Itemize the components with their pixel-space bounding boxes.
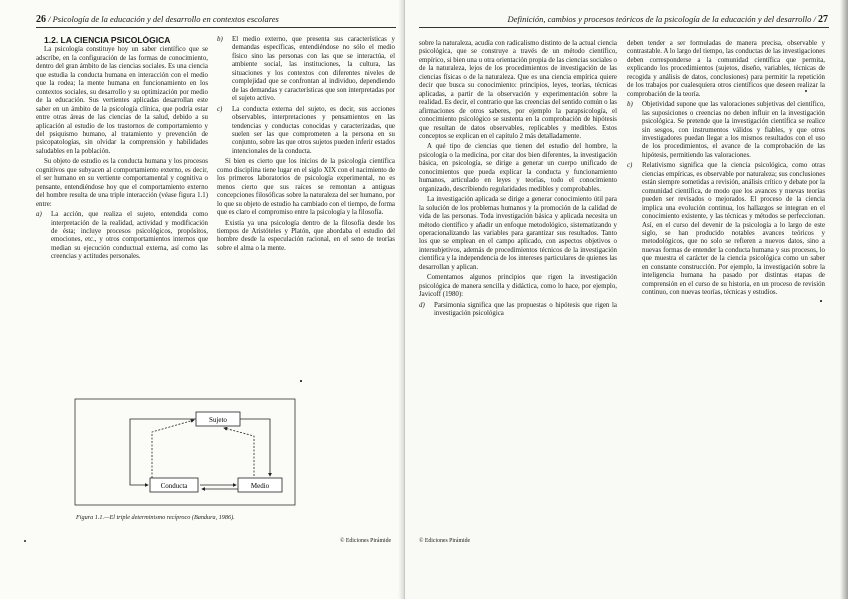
list-item-b (627, 101, 825, 160)
figure-caption: Figura 1.1.—El triple determinismo recíproco (Bandura, 1986). (76, 514, 235, 521)
header-rule (36, 27, 396, 28)
list-label: c) (627, 162, 633, 170)
scan-speck (24, 540, 26, 542)
list-label: c) (217, 105, 223, 113)
paragraph: Comentamos algunos principios que rigen la investigación psicológica de manera sencilla y didáctica, como lo hace, por ejemplo, Javicoff (1980): (419, 274, 617, 299)
left-page (0, 0, 405, 599)
paragraph: deben tender a ser formuladas de manera precisa, observable y contrastable. A lo largo del tiempo, las conductas de las investigaciones deben corresponderse a la comunidad científica que permita, explicando los procedimientos (sujetos, diseño, variables, técnicas de recogida y análisis de datos, conclusiones) para permitir la repetición de los trabajos por cualesquiera otros científicos que deseen realizar la comprobación de la teoría. (627, 40, 825, 98)
right-running-title: Definición, cambios y procesos teóricos de la psicología de la educación y del desarrollo / (507, 14, 816, 24)
left-column-2 (217, 36, 395, 391)
right-running-head (483, 14, 828, 25)
left-running-head (36, 14, 376, 25)
list-label: b) (627, 101, 633, 109)
list-item-c (627, 162, 825, 297)
list-text: La acción, que realiza el sujeto, entendida como interpretación de la realidad, actividad y modificación de ésta; incluye procesos psicológicos, propósitos, emociones, etc., y otros comportamientos internos que median su ejecución conductual externa, así como las creencias y actitudes personales. (51, 211, 208, 261)
right-column-2 (627, 40, 825, 588)
list-text: El medio externo, que presenta sus características y demandas específicas, entendiéndose no sólo el medio físico sino las personas con las que se interactúa, el ambiente social, las instituciones, la cultura, las situaciones y los contextos con diferentes niveles de complejidad que se confrontan al individuo, dependiendo de las demandas y características que son interpretadas por el sujeto activo. (232, 36, 395, 103)
figure-triple-determinism (74, 398, 296, 506)
list-text: La conducta externa del sujeto, es decir, sus acciones observables, interpretaciones y pensamientos en las tendencias y conductas conocidas y caracterizadas, que suelen ser las que comprometen a la persona en su conjunto, sobre las que otros sujetos pueden inferir estados intencionales de la conducta. (232, 105, 395, 155)
paragraph: La psicología constituye hoy un saber científico que se adscribe, en la configuración de las formas de conocimiento, dentro del gran ámbito de las ciencias sociales. Es una ciencia que estudia la conducta humana en interacción con el medio que la rodea; la mente humana en funcionamiento en los contextos sociales, su desarrollo y su optimización por medio de la educación. Sus vertientes aplicadas desarrollan este saber en un ámbito de la psicología clínica, que podría estar entre otras áreas de las ciencias de la salud, debido a su aplicación al estudio de los trastornos de comportamiento y del psiquismo humano, al tratamiento y prevención de psicopatologías, sin olvidar la comprensión y habilidades saludables en la población. (36, 46, 208, 155)
list-text: Parsimonia significa que las propuestas o hipótesis que rigen la investigación psicológica (434, 301, 617, 318)
paragraph: A qué tipo de ciencias que tienen del estudio del hombre, la psicología o la medicina, por citar dos bien diferentes, la investigación básica, en psicología, se dirige a generar un cuerpo unificado de conocimientos que pueda explicar la conducta y funcionamiento humanos, articulado en leyes y teorías, todo el conocimiento organizado, describiendo regularidades medibles y comprobables. (419, 143, 617, 193)
scan-speck (805, 90, 807, 92)
arrow-sujeto-medio (240, 419, 270, 476)
right-footer: © Ediciones Pirámide (419, 538, 471, 544)
list-label: b) (217, 36, 223, 43)
header-rule (419, 27, 829, 28)
arrow-medio-sujeto (224, 428, 254, 476)
scan-speck (820, 300, 822, 302)
list-item-c (217, 106, 395, 157)
list-text: Relativismo significa que la ciencia psicológica, como otras ciencias empíricas, es observable por naturaleza; sus conclusiones están siempre sometidas a revisión, análisis crítico y debate por la comunidad científica, de modo que los avances y nuevas teorías pueden ser revisados o mejorados. El proceso de la ciencia implica una evolución continua, los hallazgos se integran en el conocimiento existente, y las técnicas y métodos se perfeccionan. Así, en el curso del devenir de la psicología a lo largo de este siglo, se han producido notables avances teóricos y metodológicos, que no solo se refieren a nuevos datos, sino a nuevas formas de entender la conducta humana y sus procesos, lo que muestra el carácter de la ciencia psicológica como un saber en constante construcción. Por ejemplo, la investigación sobre la inteligencia humana ha pasado por distintas etapas de comprensión en el curso de su historia, en un proceso de revisión continuo, con nuevas teorías, técnicas y estudios. (642, 162, 825, 297)
section-title: 1.2. LA CIENCIA PSICOLÓGICA (44, 36, 171, 45)
paragraph: Existía ya una psicología dentro de la filosofía desde los tiempos de Aristóteles y Platón, que abordaba el estudio del hombre desde la especulación racional, en el seno de teorías sobre el alma o la mente. (217, 219, 395, 252)
arrow-conducta-sujeto (152, 420, 194, 478)
figure-diagram (74, 398, 296, 506)
right-page-number: 27 (818, 14, 828, 25)
paragraph: La investigación aplicada se dirige a generar conocimiento útil para la solución de los problemas humanos y la promoción de la calidad de vida de las personas. Toda investigación básica y aplicada necesita un método científico y añadir un enfoque metodológico, sistematizando y operacionalizando las variables para garantizar sus resultados. Tanto los que se emplean en el campo aplicado, con aspectos objetivos o intersubjetivos, además de procedimientos técnicos de la investigación científica y la independencia de los intereses particulares de quienes las desarrollan y aplican. (419, 196, 617, 271)
paragraph: Su objeto de estudio es la conducta humana y los procesos cognitivos que subyacen al comportamiento externo, es decir, el ser humano en su vertiente comportamental y cognitiva o pensante, entendiéndose hoy que el comportamiento externo del hombre resulta de una triple interacción (véase figura 1.1) entre: (36, 158, 208, 208)
right-column-1 (419, 40, 617, 536)
label-medio: Medio (250, 482, 270, 490)
scan-speck (300, 380, 302, 382)
list-item-b (217, 36, 395, 104)
list-item-d (419, 302, 617, 319)
list-item-a (36, 211, 208, 262)
paragraph: Si bien es cierto que los inicios de la psicología científica como disciplina tiene lugar en el siglo XIX con el nacimiento de los primeros laboratorios de psicología experimental, no es menos cierto que sus raíces se remontan a antiguas concepciones filosóficas sobre la naturaleza del ser humano, por lo que su objeto de estudio ha cambiado con el tiempo, de forma que es claro el compromiso entre la psicología y la filosofía. (217, 158, 395, 217)
list-label: a) (36, 211, 42, 219)
left-footer: © Ediciones Pirámide (340, 538, 392, 544)
page-edge-shadow (840, 0, 848, 599)
list-label: d) (419, 301, 425, 309)
left-running-title: / Psicología de la educación y del desarrollo en contextos escolares (48, 14, 279, 24)
paragraph: sobre la naturaleza, acudía con radicalismo distinto de la actual ciencia psicológica, que se construye a través de un método científico, empírico, si bien una u otra orientación propia de las ciencias sociales o de la naturaleza, lejos de los procedimientos de investigación de las ciencias físicas o de la naturaleza. Que es una ciencia empírica quiere decir que busca su conocimiento: principios, leyes, teorías, técnicas aplicadas, a partir de la observación y experimentación sobre la realidad. Es decir, el contrario que las creencias del sentido común o las afirmaciones de otros saberes, por ejemplo la parapsicología, el conocimiento psicológico se sustenta en la comprobación de hipótesis que resultan de datos observables, replicables y medibles. Estos conceptos se explican en el capítulo 2 más detalladamente. (419, 40, 617, 140)
right-page (405, 0, 848, 599)
label-sujeto: Sujeto (209, 416, 227, 424)
label-conducta: Conducta (160, 482, 188, 490)
list-text: Objetividad supone que las valoraciones subjetivas del científico, las suposiciones o creencias no deben influir en la investigación psicológica. Se pretende que la investigación científica se realice sin sesgos, con instrumentos válidos y fiables, y que otros investigadores puedan llegar a los mismos resultados con el uso de los procedimientos, el avance de la comprobación de las hipótesis, permitiendo las valoraciones. (642, 101, 825, 159)
left-page-number: 26 (36, 14, 46, 25)
left-column-1 (36, 36, 208, 396)
